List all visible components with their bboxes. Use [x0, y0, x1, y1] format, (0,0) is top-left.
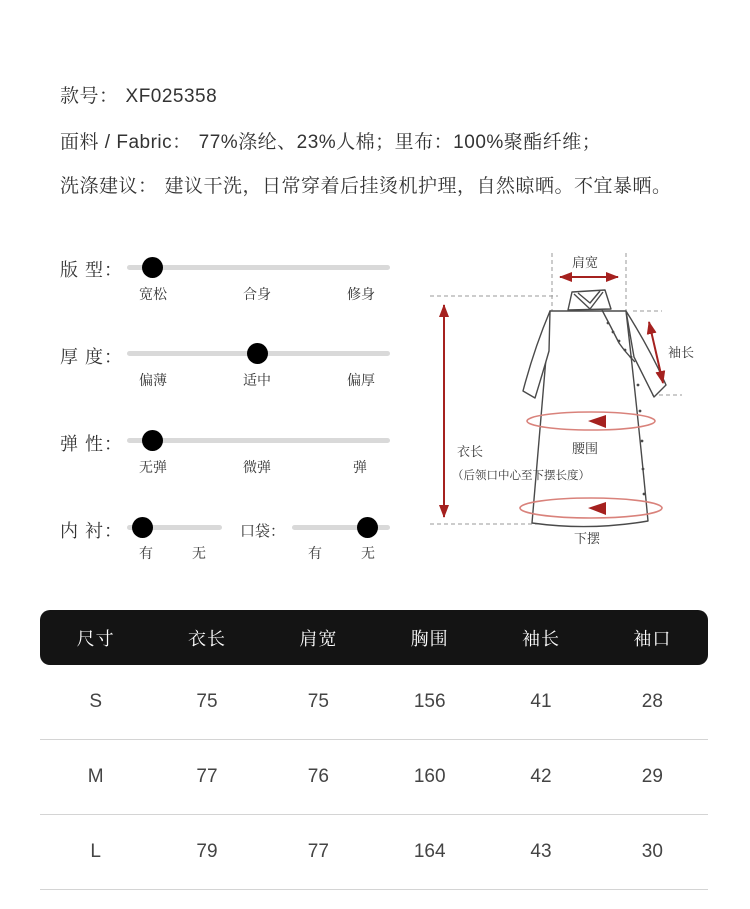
size-table-body: [40, 665, 708, 890]
garment-length-note: （后领口中心至下摆长度）: [452, 470, 590, 482]
cell-m-size: M: [87, 766, 104, 787]
pocket-slider-knob: [357, 517, 378, 538]
pocket-option-yes: 有: [308, 545, 322, 561]
thickness-slider-knob: [247, 343, 268, 364]
size-table-header-sleeve: 袖长: [521, 628, 560, 649]
fit-option-loose: 宽松: [139, 286, 167, 302]
wash-advice-value: 建议干洗，日常穿着后挂烫机护理，自然晾晒。不宜暴晒。: [164, 176, 672, 197]
thickness-option-thin: 偏薄: [139, 372, 167, 388]
cell-l-size: L: [90, 841, 101, 862]
elasticity-label: 弹 性：: [60, 434, 124, 454]
size-table-header-size: 尺寸: [76, 628, 115, 649]
lining-label: 内 衬：: [60, 521, 124, 541]
fit-slider-knob: [142, 257, 163, 278]
fabric-line: [60, 127, 601, 154]
dress-outline: [523, 290, 666, 527]
style-number-label: 款号：: [60, 86, 119, 107]
cell-s-sleeve: 41: [530, 691, 552, 712]
style-number-line: [60, 81, 217, 108]
cell-s-bust: 156: [413, 691, 446, 712]
size-table-header-shoulder: 肩宽: [299, 628, 338, 649]
hem-label: 下摆: [573, 531, 601, 546]
cell-l-cuff: 30: [641, 841, 663, 862]
lining-option-yes: 有: [139, 545, 153, 561]
cell-l-length: 79: [196, 841, 218, 862]
shoulder-width-label: 肩宽: [571, 255, 599, 270]
size-table-header-length: 衣长: [187, 628, 226, 649]
garment-measurement-diagram: [430, 245, 730, 565]
pocket-option-no: 无: [361, 545, 375, 561]
cell-l-bust: 164: [413, 841, 446, 862]
size-table-header-cuff: 袖口: [633, 628, 672, 649]
fit-option-slim: 修身: [347, 286, 375, 302]
pocket-label: 口袋：: [240, 523, 286, 540]
thickness-option-thick: 偏厚: [347, 372, 375, 388]
elasticity-option-none: 无弹: [139, 459, 167, 475]
cell-s-length: 75: [196, 691, 218, 712]
waist-label: 腰围: [571, 441, 599, 456]
size-table-header-bust: 胸围: [410, 628, 449, 649]
size-table-header: [40, 610, 708, 665]
fit-option-regular: 合身: [243, 286, 271, 302]
wash-advice-label: 洗涤建议：: [60, 176, 158, 197]
elasticity-slider-knob: [142, 430, 163, 451]
fabric-label: 面料 / Fabric：: [60, 132, 192, 153]
table-row-l: [40, 815, 708, 890]
elasticity-option-slight: 微弹: [243, 459, 271, 475]
wash-advice-line: [60, 171, 672, 198]
table-row-s: [40, 665, 708, 740]
cell-s-shoulder: 75: [307, 691, 329, 712]
cell-m-bust: 160: [413, 766, 446, 787]
cell-l-shoulder: 77: [307, 841, 329, 862]
elasticity-slider-track: [127, 438, 390, 443]
style-number-value: XF025358: [125, 86, 218, 107]
cell-l-sleeve: 43: [530, 841, 552, 862]
lining-option-no: 无: [192, 545, 206, 561]
cell-m-sleeve: 42: [530, 766, 552, 787]
dress-collar: [568, 290, 611, 310]
elasticity-option-stretch: 弹: [353, 459, 367, 475]
fabric-value: 77%涤纶、23%人棉；里布：100%聚酯纤维；: [198, 132, 602, 153]
cell-s-cuff: 28: [641, 691, 663, 712]
thickness-option-medium: 适中: [243, 372, 271, 388]
sleeve-length-label: 袖长: [668, 345, 695, 360]
fit-slider-track: [127, 265, 390, 270]
lining-slider-knob: [132, 517, 153, 538]
cell-m-length: 77: [196, 766, 218, 787]
thickness-label: 厚 度：: [60, 347, 124, 367]
cell-m-cuff: 29: [641, 766, 663, 787]
table-row-m: [40, 740, 708, 815]
garment-length-label: 衣长: [457, 444, 484, 459]
cell-m-shoulder: 76: [307, 766, 329, 787]
fit-label: 版 型：: [60, 260, 124, 280]
cell-s-size: S: [89, 691, 102, 712]
